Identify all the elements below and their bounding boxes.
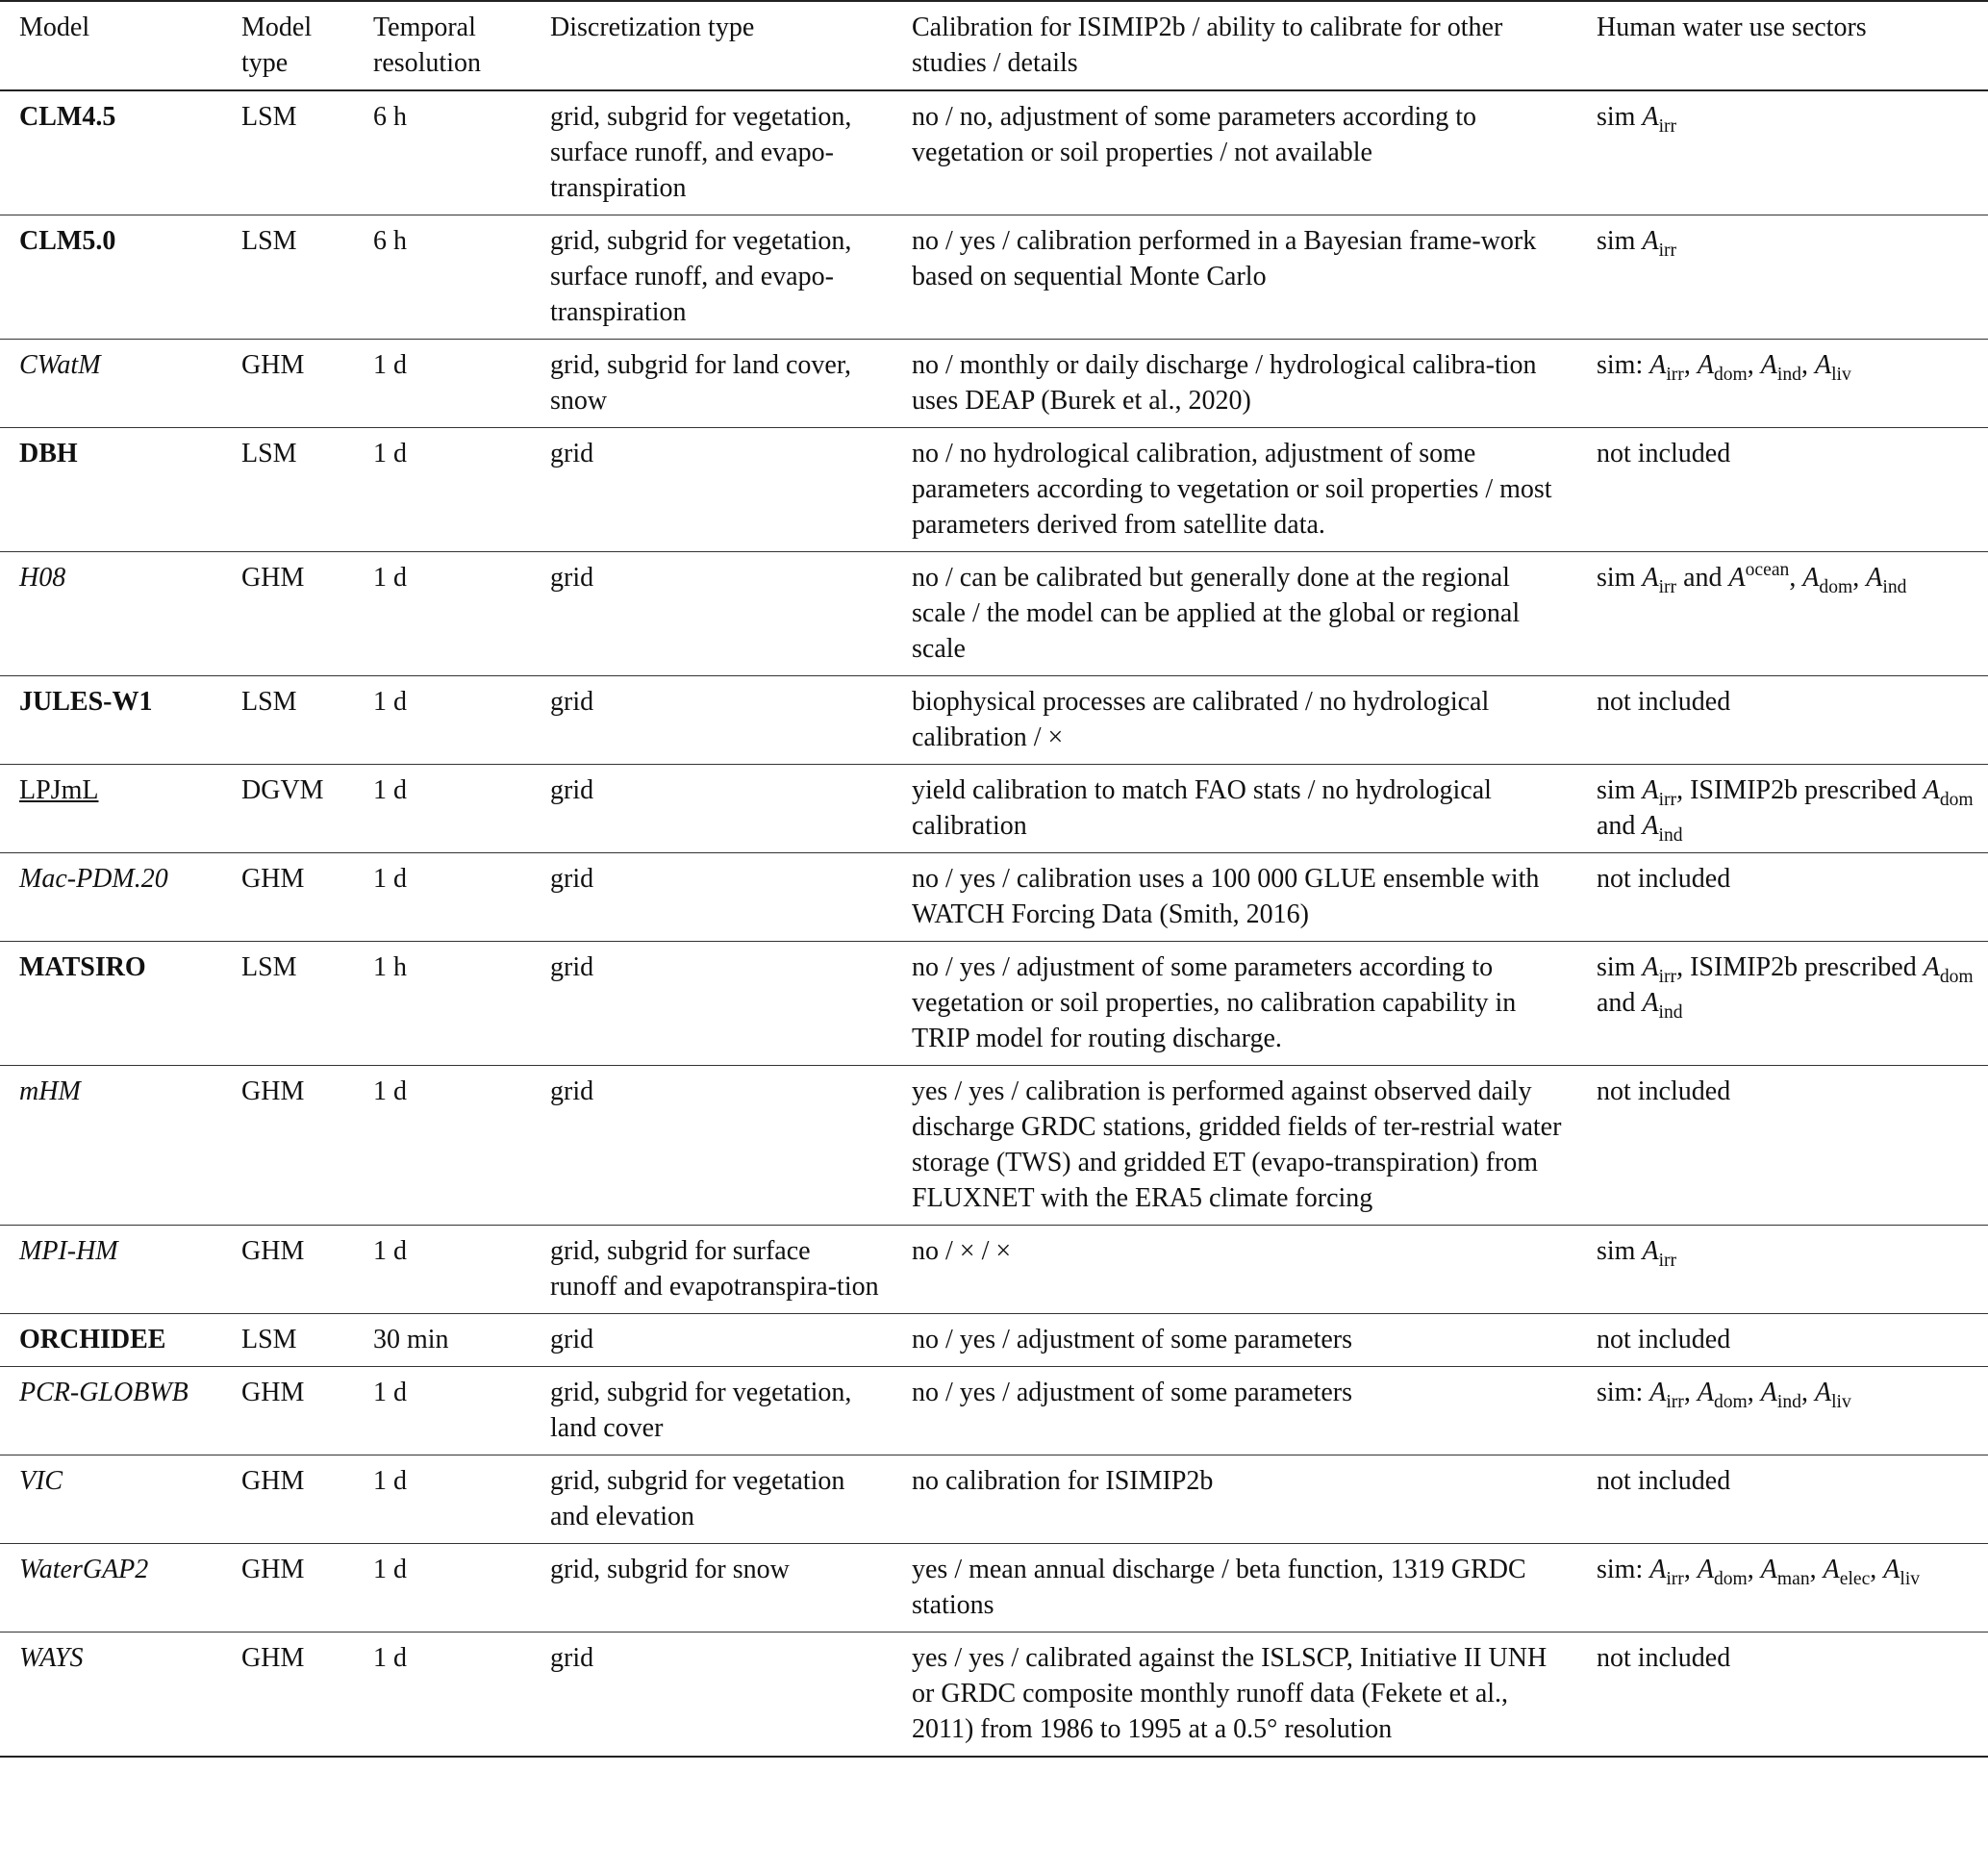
calibration-details: no / yes / adjustment of some parameters according to vegetation or soil properties, no calibration capability in TRIP model for routing discharge.	[912, 952, 1517, 1053]
discretization-type: grid	[550, 439, 594, 468]
variable-a	[1642, 988, 1683, 1023]
sector-subscript: irr	[1658, 789, 1677, 810]
variable-a	[1760, 1555, 1810, 1589]
symbol-a: A	[1697, 350, 1714, 380]
model-type: GHM	[241, 1378, 305, 1407]
temporal-resolution: 1 h	[373, 952, 407, 982]
model-type: GHM	[241, 1236, 305, 1266]
symbol-a: A	[1760, 1378, 1777, 1407]
temporal-resolution: 1 d	[373, 775, 407, 805]
model-name: VIC	[19, 1466, 63, 1496]
sector-subscript: ind	[1882, 576, 1907, 597]
table-row	[0, 942, 1988, 1066]
table-row	[0, 428, 1988, 552]
table-row	[0, 1633, 1988, 1758]
model-name: MATSIRO	[19, 952, 146, 982]
sector-subscript: dom	[1819, 576, 1853, 597]
variable-a	[1728, 560, 1790, 593]
symbol-a: A	[1728, 563, 1746, 593]
human-water-use	[1577, 1455, 1988, 1544]
discretization-type: grid, subgrid for vegetation, land cover	[550, 1378, 852, 1443]
variable-a	[1642, 775, 1677, 810]
model-type: LSM	[241, 226, 297, 256]
model-type: LSM	[241, 687, 297, 717]
model-type: GHM	[241, 350, 305, 380]
header-calibration: Calibration for ISIMIP2b / ability to calibrate for other studies / details	[912, 13, 1503, 78]
symbol-a: A	[1760, 350, 1777, 380]
sector-subscript: dom	[1713, 1391, 1748, 1412]
symbol-a: A	[1642, 811, 1659, 841]
symbol-a: A	[1642, 988, 1659, 1018]
sector-subscript: irr	[1658, 966, 1677, 987]
header-model-type: Model type	[241, 13, 313, 78]
symbol-a: A	[1697, 1555, 1714, 1584]
table-row	[0, 765, 1988, 853]
model-name: JULES-W1	[19, 687, 153, 717]
symbol-a: A	[1866, 563, 1883, 593]
table-row	[0, 1314, 1988, 1367]
human-water-use: sim $A_{irr}$ and $A^{ocean}$, $A_{dom}$, $A_{ind}$	[1597, 560, 1907, 597]
discretization-type: grid, subgrid for vegetation and elevation	[550, 1466, 845, 1531]
calibration-details: no / yes / calibration uses a 100 000 GLUE ensemble with WATCH Forcing Data (Smith, 2016)	[912, 864, 1540, 929]
variable-a	[1760, 1378, 1801, 1412]
symbol-a: A	[1883, 1555, 1900, 1584]
discretization-type: grid	[550, 687, 594, 717]
model-type: DGVM	[241, 775, 324, 805]
calibration-details: biophysical processes are calibrated / no hydrological calibration / ×	[912, 687, 1490, 752]
variable-a	[1649, 1555, 1684, 1589]
variable-a	[1642, 563, 1677, 597]
calibration-details: no / no, adjustment of some parameters according to vegetation or soil properties / not available	[912, 102, 1477, 167]
temporal-resolution: 1 d	[373, 687, 407, 717]
discretization-type: grid	[550, 1076, 594, 1106]
sector-subscript: dom	[1939, 966, 1974, 987]
header-temporal-resolution: Temporal resolution	[373, 13, 481, 78]
water-use-prefix: sim	[1597, 563, 1636, 593]
calibration-details: no / can be calibrated but generally done at the regional scale / the model can be applied at the global or regional scale	[912, 563, 1521, 664]
prescribed-label: ISIMIP2b prescribed	[1690, 952, 1917, 982]
human-water-use	[1577, 215, 1988, 340]
model-type: GHM	[241, 1466, 305, 1496]
temporal-resolution: 1 d	[373, 1076, 407, 1106]
symbol-a: A	[1642, 952, 1659, 982]
model-type: GHM	[241, 563, 305, 593]
sector-subscript: irr	[1658, 1250, 1677, 1271]
temporal-resolution: 6 h	[373, 226, 407, 256]
symbol-a: A	[1814, 350, 1832, 380]
sector-superscript: ocean	[1745, 560, 1790, 581]
water-use-text: not included	[1597, 864, 1731, 894]
model-type: LSM	[241, 102, 297, 132]
sector-subscript: ind	[1776, 364, 1801, 385]
water-use-prefix: sim	[1597, 1236, 1636, 1266]
model-type: GHM	[241, 1076, 305, 1106]
sector-subscript: ind	[1776, 1391, 1801, 1412]
discretization-type: grid	[550, 864, 594, 894]
discretization-type: grid	[550, 1325, 594, 1354]
variable-a	[1642, 102, 1677, 137]
sector-subscript: liv	[1900, 1568, 1921, 1589]
model-name: CWatM	[19, 350, 101, 380]
variable-a	[1923, 775, 1974, 810]
model-name: ORCHIDEE	[19, 1325, 166, 1354]
table-row	[0, 1367, 1988, 1455]
variable-a	[1883, 1555, 1921, 1589]
sector-subscript: man	[1776, 1568, 1810, 1589]
water-use-text: not included	[1597, 1325, 1731, 1354]
temporal-resolution: 1 d	[373, 1466, 407, 1496]
calibration-details: yes / yes / calibration is performed against observed daily discharge GRDC stations, gridded fields of ter-restrial water storage (TWS) and gridded ET (evapo-transpiration) from FLUXNET with the ERA5 climate forcing	[912, 1076, 1562, 1213]
symbol-a: A	[1802, 563, 1820, 593]
model-name: LPJmL	[19, 775, 99, 805]
sector-subscript: irr	[1666, 1391, 1684, 1412]
temporal-resolution: 1 d	[373, 1236, 407, 1266]
temporal-resolution: 6 h	[373, 102, 407, 132]
sector-subscript: irr	[1666, 1568, 1684, 1589]
sector-subscript: dom	[1713, 1568, 1748, 1589]
model-name: WaterGAP2	[19, 1555, 149, 1584]
symbol-a: A	[1814, 1378, 1832, 1407]
human-water-use	[1577, 676, 1988, 765]
sector-subscript: liv	[1831, 364, 1851, 385]
discretization-type: grid, subgrid for surface runoff and evapotranspira-tion	[550, 1236, 879, 1302]
symbol-a: A	[1649, 1555, 1667, 1584]
human-water-use	[1577, 90, 1988, 215]
water-use-text: not included	[1597, 1643, 1731, 1673]
water-use-prefix: sim	[1597, 226, 1636, 256]
sector-subscript: elec	[1839, 1568, 1871, 1589]
human-water-use	[1577, 853, 1988, 942]
symbol-a: A	[1923, 952, 1940, 982]
symbol-a: A	[1760, 1555, 1777, 1584]
model-name: CLM4.5	[19, 102, 116, 132]
table-body	[0, 90, 1988, 1757]
human-water-use	[1577, 428, 1988, 552]
table-row	[0, 1226, 1988, 1314]
model-name: PCR-GLOBWB	[19, 1378, 189, 1407]
human-water-use: sim: $A_{irr}$, $A_{dom}$, $A_{ind}$, $A_{liv}$	[1597, 350, 1851, 385]
human-water-use	[1577, 1633, 1988, 1758]
calibration-details: no / yes / calibration performed in a Bayesian frame-work based on sequential Monte Carlo	[912, 226, 1537, 291]
variable-a	[1642, 811, 1683, 846]
water-use-prefix: sim	[1597, 775, 1636, 805]
variable-a	[1760, 350, 1801, 385]
discretization-type: grid, subgrid for vegetation, surface runoff, and evapo-transpiration	[550, 102, 852, 203]
discretization-type: grid	[550, 952, 594, 982]
header-discretization-type: Discretization type	[550, 13, 755, 42]
variable-a	[1697, 350, 1748, 385]
model-name: mHM	[19, 1076, 81, 1106]
sector-subscript: irr	[1666, 364, 1684, 385]
calibration-details: no / × / ×	[912, 1236, 1012, 1266]
model-type: LSM	[241, 439, 297, 468]
table-row	[0, 676, 1988, 765]
discretization-type: grid	[550, 563, 594, 593]
variable-a	[1642, 952, 1677, 987]
human-water-use: sim: $A_{irr}$, $A_{dom}$, $A_{ind}$, $A_{liv}$	[1597, 1378, 1851, 1412]
table-row	[0, 215, 1988, 340]
sector-subscript: irr	[1658, 240, 1677, 261]
calibration-details: yes / mean annual discharge / beta function, 1319 GRDC stations	[912, 1555, 1526, 1620]
header-row	[0, 1, 1988, 90]
human-water-use	[1577, 1314, 1988, 1367]
sector-subscript: dom	[1939, 789, 1974, 810]
model-type: GHM	[241, 864, 305, 894]
model-name: Mac-PDM.20	[19, 864, 168, 894]
symbol-a: A	[1642, 563, 1659, 593]
calibration-details: no / yes / adjustment of some parameters	[912, 1378, 1352, 1407]
variable-a	[1866, 563, 1907, 597]
prescribed-label: ISIMIP2b prescribed	[1690, 775, 1917, 805]
human-water-use: sim: $A_{irr}$, $A_{dom}$, $A_{man}$, $A_{elec}$, $A_{liv}$	[1597, 1555, 1921, 1589]
discretization-type: grid, subgrid for snow	[550, 1555, 790, 1584]
temporal-resolution: 1 d	[373, 350, 407, 380]
human-water-use	[1577, 1066, 1988, 1226]
water-use-text: not included	[1597, 1076, 1731, 1106]
variable-a	[1642, 1236, 1677, 1271]
symbol-a: A	[1649, 350, 1667, 380]
model-type: LSM	[241, 1325, 297, 1354]
water-use-prefix: sim:	[1597, 1555, 1644, 1584]
variable-a	[1814, 1378, 1851, 1412]
water-use-text: not included	[1597, 439, 1731, 468]
table-row	[0, 552, 1988, 676]
water-use-prefix: sim:	[1597, 350, 1644, 380]
water-use-prefix: sim	[1597, 102, 1636, 132]
human-water-use	[1577, 1226, 1988, 1314]
variable-a	[1697, 1378, 1748, 1412]
symbol-a: A	[1823, 1555, 1840, 1584]
model-type: GHM	[241, 1555, 305, 1584]
sector-subscript: liv	[1831, 1391, 1851, 1412]
table-row	[0, 853, 1988, 942]
header-model: Model	[19, 13, 90, 42]
temporal-resolution: 30 min	[373, 1325, 449, 1354]
temporal-resolution: 1 d	[373, 1378, 407, 1407]
water-use-prefix: sim	[1597, 952, 1636, 982]
table-row	[0, 340, 1988, 428]
symbol-a: A	[1642, 102, 1659, 132]
symbol-a: A	[1649, 1378, 1667, 1407]
temporal-resolution: 1 d	[373, 864, 407, 894]
human-water-use: sim $A_{irr}$, ISIMIP2b prescribed $A_{dom}$ and $A_{ind}$	[1597, 952, 1974, 1023]
calibration-details: yes / yes / calibrated against the ISLSCP, Initiative II UNH or GRDC composite monthly runoff data (Fekete et al., 2011) from 1986 to 1995 at a 0.5° resolution	[912, 1643, 1548, 1744]
calibration-details: no / yes / adjustment of some parameters	[912, 1325, 1352, 1354]
water-use-prefix: sim:	[1597, 1378, 1644, 1407]
table-header	[0, 1, 1988, 90]
variable-a	[1697, 1555, 1748, 1589]
table-row	[0, 1066, 1988, 1226]
temporal-resolution: 1 d	[373, 563, 407, 593]
model-name: WAYS	[19, 1643, 84, 1673]
table-row	[0, 90, 1988, 215]
calibration-details: no / no hydrological calibration, adjustment of some parameters according to vegetation or soil properties / most parameters derived from satellite data.	[912, 439, 1552, 540]
calibration-details: yield calibration to match FAO stats / no hydrological calibration	[912, 775, 1492, 841]
sector-subscript: dom	[1713, 364, 1748, 385]
temporal-resolution: 1 d	[373, 439, 407, 468]
variable-a	[1823, 1555, 1871, 1589]
variable-a	[1649, 1378, 1684, 1412]
symbol-a: A	[1642, 775, 1659, 805]
sector-subscript: ind	[1658, 824, 1683, 846]
discretization-type: grid, subgrid for vegetation, surface runoff, and evapo-transpiration	[550, 226, 852, 327]
temporal-resolution: 1 d	[373, 1643, 407, 1673]
temporal-resolution: 1 d	[373, 1555, 407, 1584]
model-name: H08	[19, 563, 66, 593]
variable-a	[1814, 350, 1851, 385]
header-human-water-use: Human water use sectors	[1597, 13, 1867, 42]
variable-a	[1642, 226, 1677, 261]
variable-a	[1802, 563, 1853, 597]
sector-subscript: irr	[1658, 576, 1677, 597]
symbol-a: A	[1642, 226, 1659, 256]
symbol-a: A	[1697, 1378, 1714, 1407]
model-type: LSM	[241, 952, 297, 982]
table-row	[0, 1544, 1988, 1633]
symbol-a: A	[1642, 1236, 1659, 1266]
variable-a	[1649, 350, 1684, 385]
symbol-a: A	[1923, 775, 1940, 805]
calibration-details: no calibration for ISIMIP2b	[912, 1466, 1214, 1496]
discretization-type: grid	[550, 1643, 594, 1673]
model-type: GHM	[241, 1643, 305, 1673]
discretization-type: grid	[550, 775, 594, 805]
model-name: MPI-HM	[19, 1236, 118, 1266]
model-name: DBH	[19, 439, 78, 468]
human-water-use: sim $A_{irr}$, ISIMIP2b prescribed $A_{dom}$ and $A_{ind}$	[1597, 775, 1974, 846]
variable-a	[1923, 952, 1974, 987]
discretization-type: grid, subgrid for land cover, snow	[550, 350, 852, 416]
water-use-text: not included	[1597, 1466, 1731, 1496]
sector-subscript: irr	[1658, 115, 1677, 137]
model-name: CLM5.0	[19, 226, 116, 256]
table-row	[0, 1455, 1988, 1544]
sector-subscript: ind	[1658, 1001, 1683, 1023]
water-use-text: not included	[1597, 687, 1731, 717]
calibration-details: no / monthly or daily discharge / hydrological calibra-tion uses DEAP (Burek et al., 2020)	[912, 350, 1537, 416]
